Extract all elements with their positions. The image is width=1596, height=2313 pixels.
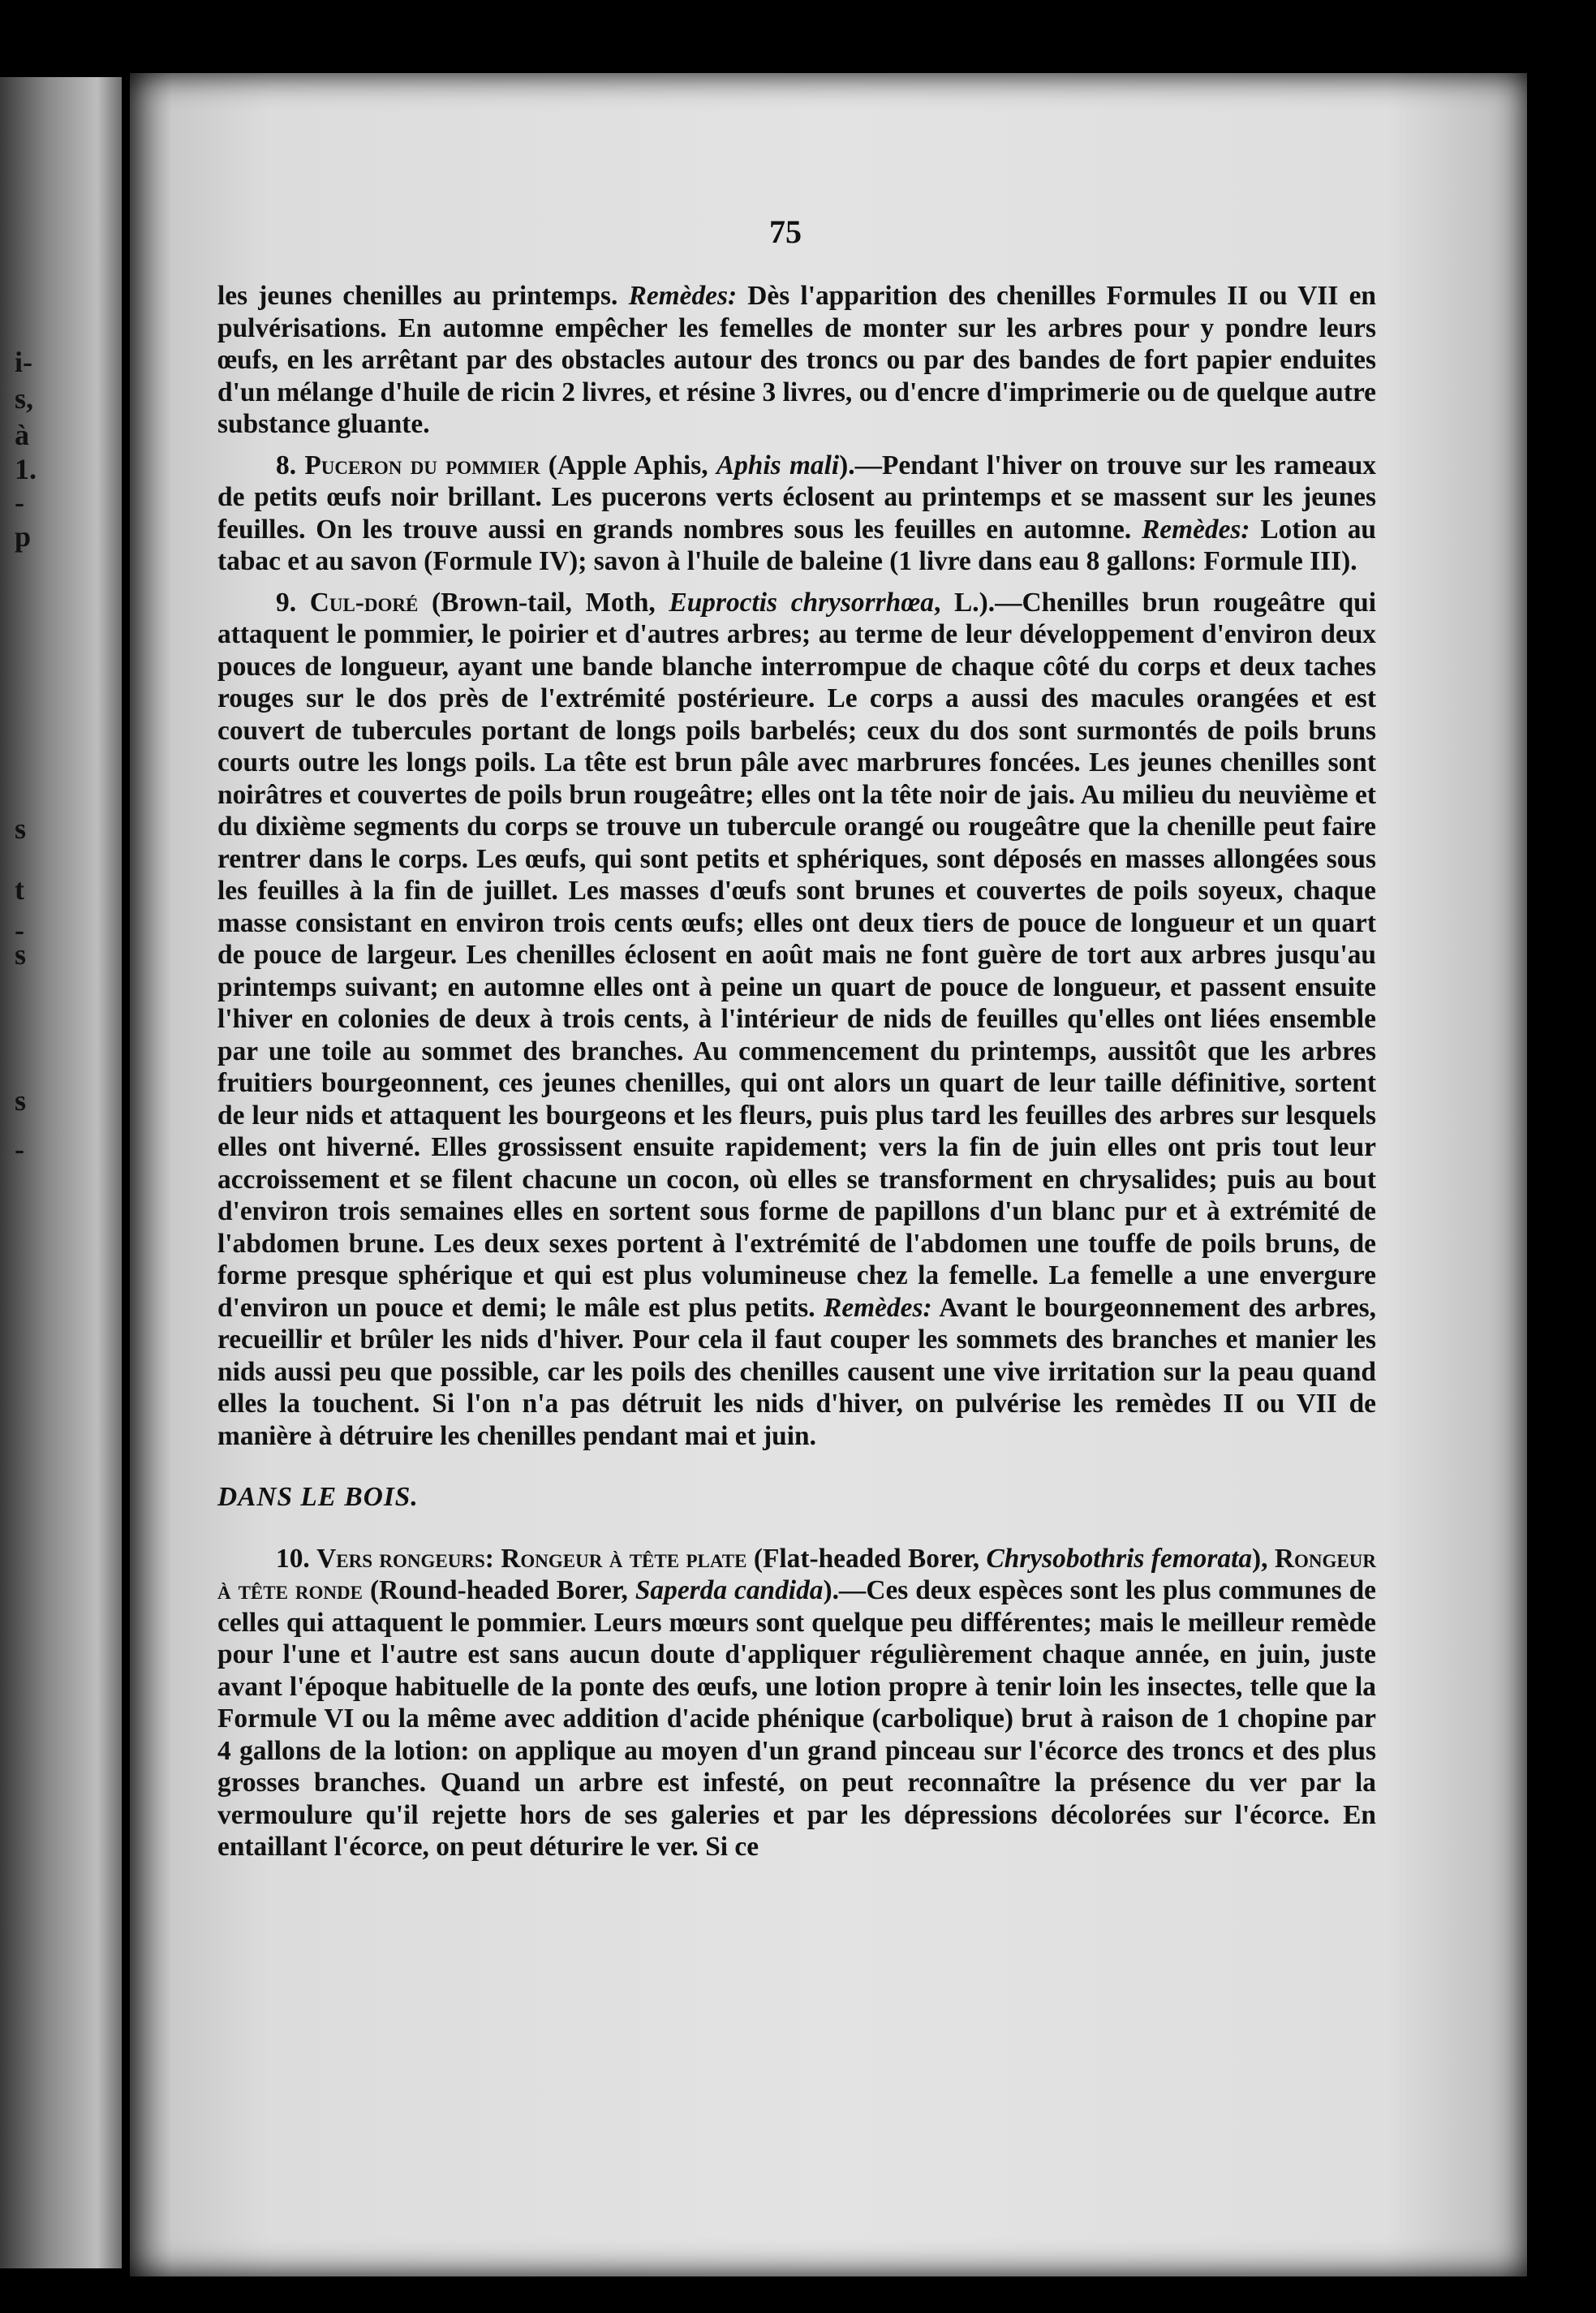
paragraph-9 [217, 587, 1376, 1453]
text-run: ), [1252, 1543, 1275, 1574]
item-name: Puceron du pommier [304, 450, 540, 480]
paragraph-10 [217, 1543, 1376, 1863]
left-fragment: i- [15, 346, 32, 378]
page-body [217, 280, 1376, 1872]
item-number: 10. [276, 1543, 317, 1574]
page-number: 75 [769, 213, 802, 250]
text-run: (Round-headed Borer, [363, 1575, 635, 1605]
remedes-label: Remèdes: [824, 1292, 932, 1323]
latin-name: Chrysobothris femorata [986, 1543, 1253, 1574]
text-run: (Flat-headed Borer, [746, 1543, 987, 1574]
adjacent-page-edge [0, 77, 122, 2268]
paragraph-8 [217, 450, 1376, 578]
item-number: 8. [276, 450, 305, 480]
text-run: les jeunes chenilles au printemps. [217, 281, 629, 311]
text-run: Dès l'apparition des chenilles Formules II ou VII en pulvérisations. En automne empêcher les femelles de monter sur les arbres pour y pondre leurs œufs, en les arrêtant par des obstacles autour des troncs ou par des bandes de fort papier enduites d'un mélange d'huile de ricin 2 livres, et résine 3 livres, ou d'encre d'imprimerie ou de quelque autre substance gluante. [217, 281, 1376, 439]
left-fragment: p [15, 520, 32, 553]
item-name: Rongeur à tête ronde [217, 1543, 1376, 1605]
left-fragment: - [15, 1133, 24, 1165]
text-run: ).—Pendant l'hiver on trouve sur les rameaux de petits œufs noir brillant. Les pucerons verts éclosent au printemps et se massent sur les jeunes feuilles. On les trouve aussi en grands nombres sous les feuilles en automne. [217, 450, 1377, 545]
left-fragment: s [15, 1084, 27, 1117]
left-fragment: - [15, 914, 24, 946]
text-run: (Apple Aphis, [540, 450, 716, 480]
remedes-label: Remèdes: [628, 281, 738, 311]
item-name: Vers rongeurs: Rongeur à tête plate [316, 1543, 747, 1574]
left-fragment: - [15, 486, 24, 519]
text-run: Lotion au tabac et au savon (Formule IV); savon à l'huile de baleine (1 livre dans eau 8 gallons: Formule III). [217, 514, 1377, 576]
text-run: , L.).—Chenilles brun rougeâtre qui attaquent le pommier, le poirier et d'autres arbres; au terme de leur développement d'environ deux pouces de longueur, ayant une bande blanche interrompue de chaque côté du corps et deux taches rouges sur le dos près de l'extrémité postérieure. Le corps a aussi des macules orangées et est couvert de tubercules portant de longs poils barbelés; ceux du dos sont surmontés de poils bruns courts outre les longs poils. La tête est brun pâle avec marbrures foncées. Les jeunes chenilles sont noirâtres et couvertes de poils brun rougeâtre; elles ont la tête noir de jais. Au milieu du neuvième et du dixième segments du corps se trouve un tubercule orangé ou rougeâtre que la chenille peut faire rentrer dans le corps. Les œufs, qui sont petits et sphériques, sont déposés en masses allongées sous les feuilles à la fin de juillet. Les masses d'œufs sont brunes et couvertes de poils soyeux, chaque masse consistant en environ trois cents œufs; elles ont deux tiers de pouce de longueur et un quart de pouce de largeur. Les chenilles éclosent en août mais ne font guère de tort aux arbres jusqu'au printemps suivant; en automne elles ont à peine un quart de pouce de longueur, et passent ensuite l'hiver en colonies de deux à trois cents, à l'intérieur de nids de feuilles qu'elles ont liées ensemble par une toile au sommet des branches. Au commencement du printemps, aussitôt que les arbres fruitiers bourgeonnent, ces jeunes chenilles, qui ont alors un quart de leur taille définitive, sortent de leur nids et attaquent les bourgeons et les fleurs, puis plus tard les feuilles des arbres sur lesquels elles ont hiverné. Elles grossissent ensuite rapidement; vers la fin de juin elles ont pris tout leur accroissement et se filent chacune un cocon, où elles se transforment en chrysalides; puis au bout d'environ trois semaines elles en sortent sous forme de papillons d'un blanc pur et à extrémité de l'abdomen brune. Les deux sexes portent à l'extrémité de l'abdomen une touffe de poils bruns, de forme presque sphérique et qui est plus volumineuse chez la femelle. La femelle a une envergure d'environ un pouce et demi; le mâle est plus petits. [217, 587, 1376, 1323]
text-run: (Brown-tail, Moth, [418, 587, 669, 618]
item-number: 9. [276, 587, 310, 618]
latin-name: Aphis mali [716, 450, 840, 480]
left-fragment: s, [15, 382, 34, 415]
remedes-label: Remèdes: [1142, 514, 1250, 545]
left-fragment: s [15, 938, 27, 971]
latin-name: Euproctis chrysorrhœa [669, 587, 934, 618]
left-fragment: 1. [15, 453, 37, 485]
section-heading: DANS LE BOIS. [217, 1482, 419, 1512]
text-run: ).—Ces deux espèces sont les plus communes de celles qui attaquent le pommier. Leurs mœurs sont quelque peu différentes; mais le meilleur remède pour l'une et l'autre est sans aucun doute d'appliquer régulièrement chaque année, en juin, juste avant l'époque habituelle de la ponte des œufs, une lotion propre à tenir loin les insectes, telle que la Formule VI ou la même avec addition d'acide phénique (carbolique) brut à raison de 1 chopine par 4 gallons de la lotion: on applique au moyen d'un grand pinceau sur l'écorce des troncs et des plus grosses branches. Quand un arbre est infesté, on peut reconnaître la présence du ver par la vermoulure qu'il rejette hors de ses galeries et par les dépressions décolorées sur l'écorce. En entaillant l'écorce, on peut déturire le ver. Si ce [217, 1575, 1376, 1862]
text-run: Avant le bourgeonnement des arbres, recueillir et brûler les nids d'hiver. Pour cela il faut couper les sommets des branches et manier les nids aussi peu que possible, car les poils des chenilles causent une vive irritation sur la peau quand elles la touchent. Si l'on n'a pas détruit les nids d'hiver, on pulvérise les remèdes II ou VII de manière à détruire les chenilles pendant mai et juin. [217, 1292, 1376, 1451]
left-fragment: s [15, 812, 27, 845]
latin-name: Saperda candida [635, 1575, 824, 1605]
item-name: Cul-doré [309, 587, 419, 618]
left-fragment: t [15, 873, 24, 906]
left-fragment: à [15, 419, 29, 451]
paragraph-continuation [217, 280, 1376, 441]
